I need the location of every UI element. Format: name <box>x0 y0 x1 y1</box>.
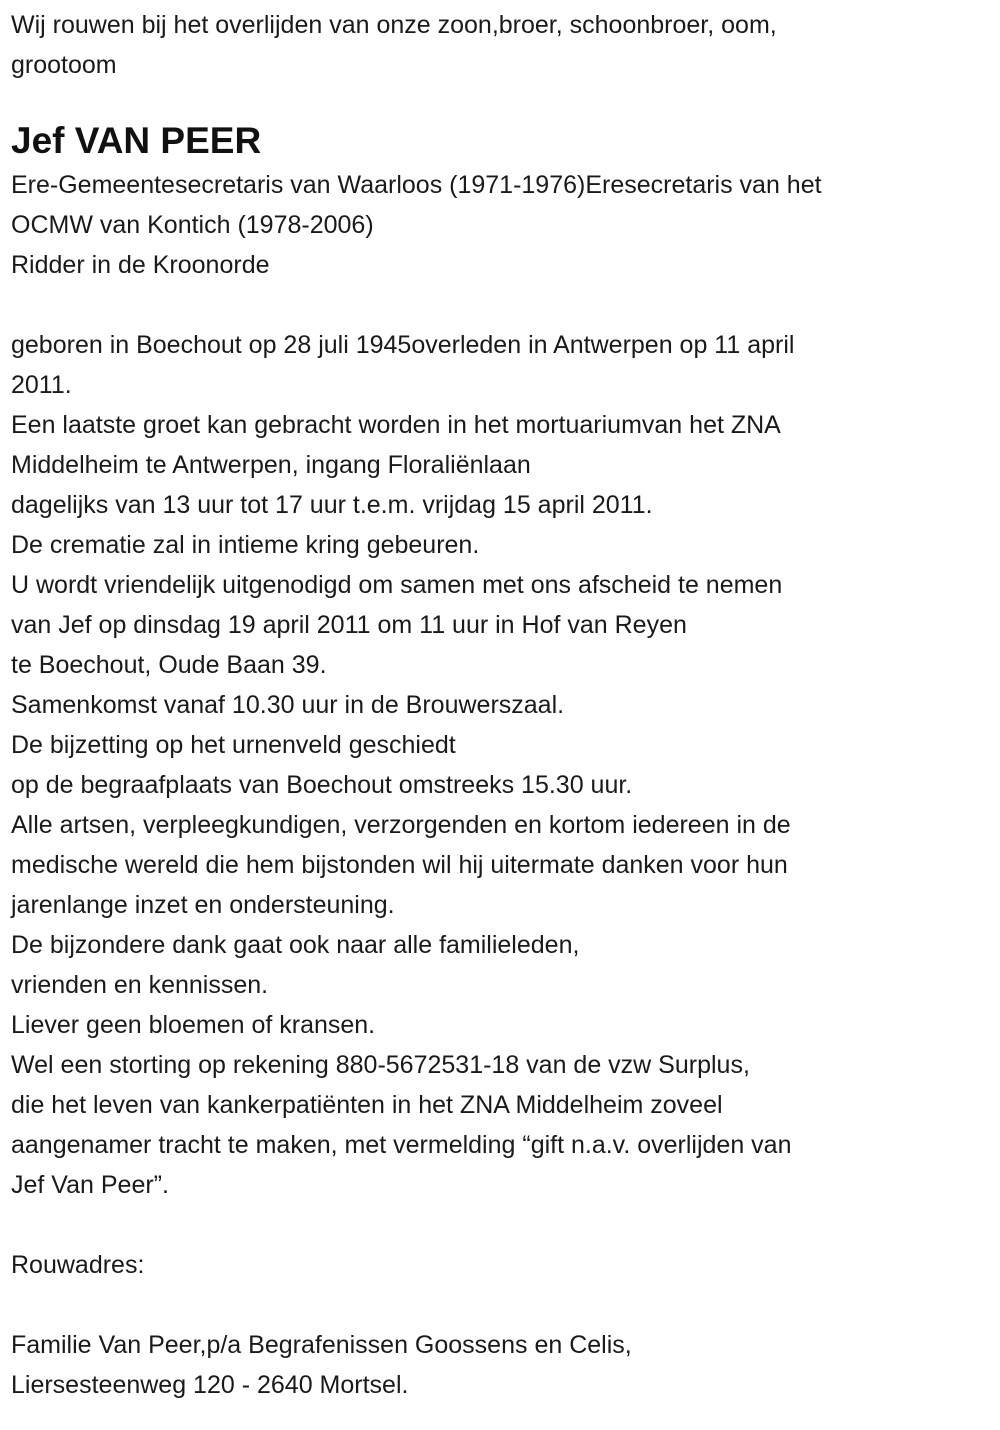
title-line: OCMW van Kontich (1978-2006) <box>11 211 374 239</box>
body-line: die het leven van kankerpatiënten in het ZNA Middelheim zoveel <box>11 1091 723 1119</box>
body-line: Alle artsen, verpleegkundigen, verzorgenden en kortom iedereen in de <box>11 811 791 839</box>
body-line: De bijzetting op het urnenveld geschiedt <box>11 731 456 759</box>
body-line: dagelijks van 13 uur tot 17 uur t.e.m. vrijdag 15 april 2011. <box>11 491 653 519</box>
title-line: Ere-Gemeentesecretaris van Waarloos (1971-1976)Eresecretaris van het <box>11 171 822 199</box>
body-text <box>11 325 986 1205</box>
body-line: van Jef op dinsdag 19 april 2011 om 11 uur in Hof van Reyen <box>11 611 687 639</box>
body-line: Middelheim te Antwerpen, ingang Floraliënlaan <box>11 451 531 479</box>
title-line: Ridder in de Kroonorde <box>11 251 270 279</box>
body-line: Een laatste groet kan gebracht worden in het mortuariumvan het ZNA <box>11 411 781 439</box>
body-line: Wel een storting op rekening 880-5672531-18 van de vzw Surplus, <box>11 1051 750 1079</box>
address-line: Liersesteenweg 120 - 2640 Mortsel. <box>11 1371 409 1399</box>
body-line: te Boechout, Oude Baan 39. <box>11 651 327 679</box>
body-line: 2011. <box>11 371 72 399</box>
body-line: op de begraafplaats van Boechout omstreeks 15.30 uur. <box>11 771 633 799</box>
body-line: medische wereld die hem bijstonden wil hij uitermate danken voor hun <box>11 851 788 879</box>
deceased-name: Jef VAN PEER <box>11 120 262 161</box>
body-line: U wordt vriendelijk uitgenodigd om samen met ons afscheid te nemen <box>11 571 783 599</box>
body-line: jarenlange inzet en ondersteuning. <box>11 891 395 919</box>
address-label: Rouwadres: <box>11 1251 145 1279</box>
obituary-text <box>11 5 986 1405</box>
address-line: Familie Van Peer,p/a Begrafenissen Goossens en Celis, <box>11 1331 632 1359</box>
intro-line: grootoom <box>11 51 117 79</box>
body-line: De crematie zal in intieme kring gebeuren. <box>11 531 480 559</box>
body-line: De bijzondere dank gaat ook naar alle familieleden, <box>11 931 580 959</box>
body-line: Liever geen bloemen of kransen. <box>11 1011 376 1039</box>
intro-line: Wij rouwen bij het overlijden van onze zoon,broer, schoonbroer, oom, <box>11 11 777 39</box>
body-line: Jef Van Peer”. <box>11 1171 169 1199</box>
body-line: aangenamer tracht te maken, met vermelding “gift n.a.v. overlijden van <box>11 1131 792 1159</box>
body-line: vrienden en kennissen. <box>11 971 269 999</box>
body-line: geboren in Boechout op 28 juli 1945overleden in Antwerpen op 11 april <box>11 331 795 359</box>
body-line: Samenkomst vanaf 10.30 uur in de Brouwerszaal. <box>11 691 565 719</box>
